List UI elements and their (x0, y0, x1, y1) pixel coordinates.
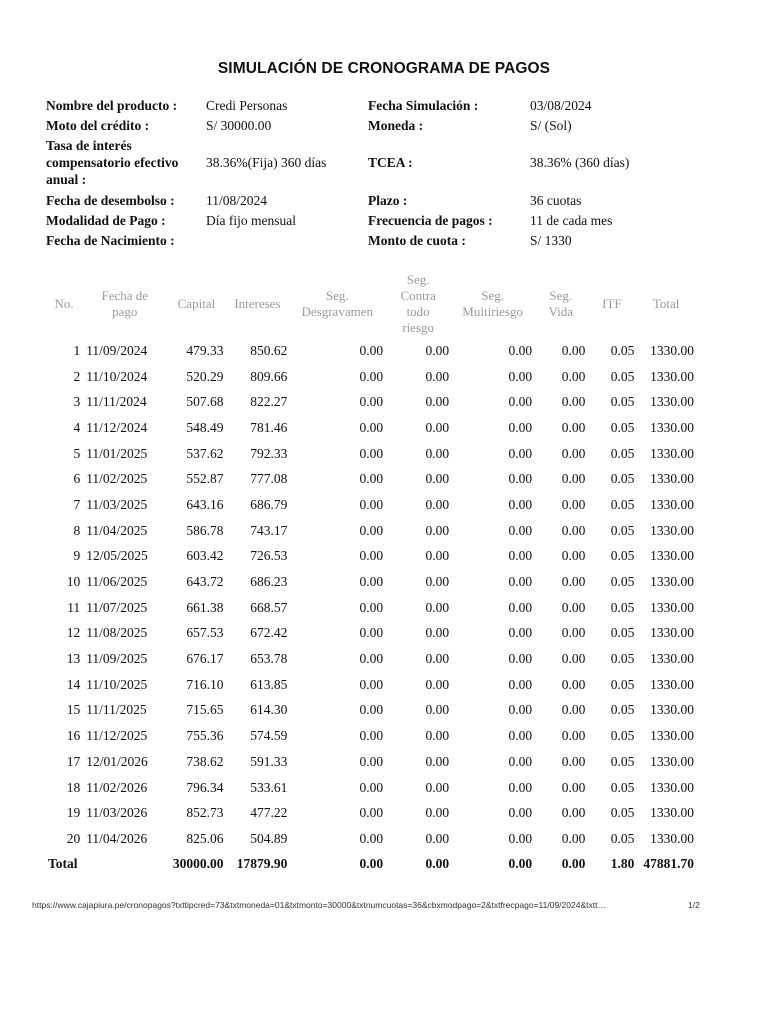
table-row (46, 646, 696, 672)
cell-intereses: 574.59 (250, 728, 288, 744)
cell-multiriesgo: 0.00 (508, 548, 533, 564)
desembolso-label: Fecha de desembolso : (46, 193, 175, 208)
total-itf: 1.80 (610, 855, 635, 871)
cell-total: 1330.00 (650, 625, 694, 641)
cell-capital: 643.72 (186, 574, 224, 590)
header-todo-line-1: Seg. (406, 272, 430, 287)
frecuencia-value: 11 de cada mes (530, 213, 613, 228)
table-row (46, 749, 696, 775)
header-multi-line-1: Seg. (481, 288, 504, 303)
cell-multiriesgo: 0.00 (508, 574, 533, 590)
cell-fecha: 11/10/2024 (86, 368, 148, 384)
tasa-label-line-3: anual : (46, 172, 87, 187)
cell-fecha: 11/09/2024 (86, 342, 148, 358)
cell-desgravamen: 0.00 (359, 830, 384, 846)
cell-itf: 0.05 (610, 471, 635, 487)
cell-fecha: 11/04/2026 (86, 830, 148, 846)
table-row (46, 569, 696, 595)
table-row (46, 492, 696, 518)
cell-multiriesgo: 0.00 (508, 522, 533, 538)
table-row (46, 800, 696, 826)
cell-no: 11 (67, 599, 81, 615)
header-capital-text: Capital (177, 296, 216, 311)
header-todo-line-3: todo (406, 304, 430, 319)
moneda-label: Moneda : (368, 118, 424, 133)
cell-desgravamen: 0.00 (359, 522, 384, 538)
cell-intereses: 533.61 (250, 779, 288, 795)
cell-no: 19 (66, 805, 81, 821)
cell-total: 1330.00 (650, 805, 694, 821)
cell-desgravamen: 0.00 (359, 445, 384, 461)
cell-vida: 0.00 (561, 394, 586, 410)
cell-itf: 0.05 (610, 676, 635, 692)
cell-intereses: 477.22 (250, 805, 288, 821)
cell-intereses: 614.30 (250, 702, 288, 718)
cell-intereses: 668.57 (250, 599, 288, 615)
cell-fecha: 11/04/2025 (86, 522, 148, 538)
total-label: Total (48, 855, 78, 871)
header-fecha-pago (82, 270, 167, 338)
cell-multiriesgo: 0.00 (508, 471, 533, 487)
cell-no: 5 (73, 445, 81, 461)
cell-vida: 0.00 (561, 753, 586, 769)
cell-desgravamen: 0.00 (359, 625, 384, 641)
cell-fecha: 11/11/2024 (86, 394, 147, 410)
cell-multiriesgo: 0.00 (508, 394, 533, 410)
cell-intereses: 686.79 (250, 496, 288, 512)
cell-vida: 0.00 (561, 445, 586, 461)
table-row (46, 338, 696, 364)
cell-no: 2 (73, 368, 81, 384)
cell-todo-riesgo: 0.00 (425, 599, 450, 615)
cell-multiriesgo: 0.00 (508, 676, 533, 692)
table-row (46, 441, 696, 467)
cell-intereses: 809.66 (250, 368, 288, 384)
table-row (46, 389, 696, 415)
cell-intereses: 792.33 (250, 445, 288, 461)
cell-total: 1330.00 (650, 574, 694, 590)
cell-capital: 715.65 (186, 702, 224, 718)
cuota-value: S/ 1330 (530, 233, 572, 248)
cell-intereses: 504.89 (250, 830, 288, 846)
header-todo-line-2: Contra (400, 288, 436, 303)
cell-multiriesgo: 0.00 (508, 830, 533, 846)
cell-no: 3 (73, 394, 81, 410)
monto-label: Moto del crédito : (46, 118, 150, 133)
cell-desgravamen: 0.00 (359, 368, 384, 384)
cell-todo-riesgo: 0.00 (425, 676, 450, 692)
cell-multiriesgo: 0.00 (508, 445, 533, 461)
cell-capital: 716.10 (186, 676, 224, 692)
cell-itf: 0.05 (610, 445, 635, 461)
cell-desgravamen: 0.00 (359, 728, 384, 744)
cell-multiriesgo: 0.00 (508, 805, 533, 821)
cell-intereses: 850.62 (250, 342, 288, 358)
cell-no: 20 (66, 830, 81, 846)
table-row (46, 466, 696, 492)
tcea-value: 38.36% (360 días) (530, 155, 630, 170)
cell-vida: 0.00 (561, 779, 586, 795)
plazo-label: Plazo : (368, 193, 408, 208)
table-row (46, 672, 696, 698)
producto-value: Credi Personas (206, 98, 288, 113)
frecuencia-label: Frecuencia de pagos : (368, 213, 493, 228)
header-itf-text: ITF (602, 296, 622, 311)
cell-desgravamen: 0.00 (359, 779, 384, 795)
cell-fecha: 12/01/2026 (86, 753, 148, 769)
cell-todo-riesgo: 0.00 (425, 805, 450, 821)
cell-multiriesgo: 0.00 (508, 753, 533, 769)
cell-desgravamen: 0.00 (359, 548, 384, 564)
tasa-value: 38.36%(Fija) 360 días (206, 155, 327, 170)
desembolso-value: 11/08/2024 (206, 193, 268, 208)
cell-todo-riesgo: 0.00 (425, 394, 450, 410)
header-total-text: Total (652, 296, 680, 311)
cell-intereses: 653.78 (250, 651, 288, 667)
cell-desgravamen: 0.00 (359, 702, 384, 718)
cell-fecha: 11/10/2025 (86, 676, 148, 692)
cell-vida: 0.00 (561, 496, 586, 512)
modalidad-value: Día fijo mensual (206, 213, 296, 228)
cell-no: 15 (66, 702, 81, 718)
total-intereses: 17879.90 (236, 855, 288, 871)
cell-multiriesgo: 0.00 (508, 702, 533, 718)
cell-todo-riesgo: 0.00 (425, 419, 450, 435)
cell-todo-riesgo: 0.00 (425, 728, 450, 744)
cell-todo-riesgo: 0.00 (425, 522, 450, 538)
cell-desgravamen: 0.00 (359, 419, 384, 435)
cell-vida: 0.00 (561, 728, 586, 744)
moneda-value: S/ (Sol) (530, 118, 572, 133)
tasa-label-line-2: compensatorio efectivo (46, 155, 179, 170)
cell-vida: 0.00 (561, 625, 586, 641)
cell-itf: 0.05 (610, 779, 635, 795)
header-no-text: No. (54, 296, 74, 311)
cell-capital: 657.53 (186, 625, 224, 641)
cell-vida: 0.00 (561, 419, 586, 435)
cell-itf: 0.05 (610, 702, 635, 718)
cell-no: 17 (66, 753, 81, 769)
cell-no: 1 (73, 342, 81, 358)
cell-no: 12 (66, 625, 81, 641)
cell-no: 13 (66, 651, 81, 667)
cell-todo-riesgo: 0.00 (425, 548, 450, 564)
tasa-label-line-1: Tasa de interés (46, 138, 132, 153)
cell-itf: 0.05 (610, 728, 635, 744)
cell-fecha: 11/11/2025 (86, 702, 147, 718)
total-desgravamen: 0.00 (359, 855, 384, 871)
cell-capital: 643.16 (186, 496, 224, 512)
cell-fecha: 11/02/2025 (86, 471, 148, 487)
cell-fecha: 11/08/2025 (86, 625, 148, 641)
header-intereses-text: Intereses (234, 296, 281, 311)
cell-capital: 603.42 (186, 548, 224, 564)
payment-schedule-table (46, 270, 696, 876)
cell-fecha: 11/01/2025 (86, 445, 148, 461)
schedule-body (46, 338, 696, 852)
cell-intereses: 781.46 (250, 419, 288, 435)
cell-vida: 0.00 (561, 805, 586, 821)
header-no (46, 270, 82, 338)
cell-vida: 0.00 (561, 651, 586, 667)
cell-no: 10 (66, 574, 81, 590)
cell-total: 1330.00 (650, 779, 694, 795)
cell-total: 1330.00 (650, 394, 694, 410)
cell-fecha: 11/09/2025 (86, 651, 148, 667)
monto-value: S/ 30000.00 (206, 118, 272, 133)
cell-capital: 852.73 (186, 805, 224, 821)
cell-todo-riesgo: 0.00 (425, 445, 450, 461)
header-desg-line-2: Desgravamen (301, 304, 373, 319)
cell-total: 1330.00 (650, 702, 694, 718)
cell-itf: 0.05 (610, 548, 635, 564)
cell-total: 1330.00 (650, 676, 694, 692)
cell-capital: 825.06 (186, 830, 224, 846)
cell-fecha: 12/05/2025 (86, 548, 148, 564)
cell-total: 1330.00 (650, 445, 694, 461)
cell-fecha: 11/07/2025 (86, 599, 148, 615)
cell-total: 1330.00 (650, 419, 694, 435)
cell-no: 14 (66, 676, 81, 692)
cell-vida: 0.00 (561, 471, 586, 487)
cell-todo-riesgo: 0.00 (425, 496, 450, 512)
total-todo-riesgo: 0.00 (425, 855, 450, 871)
cell-intereses: 726.53 (250, 548, 288, 564)
fecha-simulacion-label: Fecha Simulación : (368, 98, 479, 113)
cell-desgravamen: 0.00 (359, 651, 384, 667)
cell-multiriesgo: 0.00 (508, 496, 533, 512)
header-fecha-line-2: pago (112, 304, 138, 319)
cell-multiriesgo: 0.00 (508, 599, 533, 615)
table-row (46, 415, 696, 441)
cell-itf: 0.05 (610, 522, 635, 538)
header-seg-desgravamen (289, 270, 385, 338)
page-number: 1/2 (688, 900, 700, 910)
cell-total: 1330.00 (650, 522, 694, 538)
cell-total: 1330.00 (650, 342, 694, 358)
cell-todo-riesgo: 0.00 (425, 368, 450, 384)
header-intereses (225, 270, 289, 338)
cell-itf: 0.05 (610, 805, 635, 821)
cell-capital: 552.87 (186, 471, 224, 487)
header-fecha-line-1: Fecha de (101, 288, 149, 303)
modalidad-label: Modalidad de Pago : (46, 213, 166, 228)
cell-todo-riesgo: 0.00 (425, 651, 450, 667)
cell-itf: 0.05 (610, 753, 635, 769)
cell-fecha: 11/12/2025 (86, 728, 148, 744)
cell-vida: 0.00 (561, 342, 586, 358)
cell-total: 1330.00 (650, 753, 694, 769)
cell-intereses: 672.42 (250, 625, 288, 641)
header-vida-line-1: Seg. (549, 288, 573, 303)
cell-capital: 586.78 (186, 522, 224, 538)
footer-url: https://www.cajapiura.pe/cronopagos?txttipcred=73&txtmoneda=01&txtmonto=30000&txtnumcuotas=36&cbxmodpago=2&txtfrecpago=11/09/2024&txtt… (32, 900, 606, 910)
cell-desgravamen: 0.00 (359, 394, 384, 410)
cell-capital: 676.17 (186, 651, 224, 667)
header-multi-line-2: Multiriesgo (462, 304, 523, 319)
cell-fecha: 11/03/2025 (86, 496, 148, 512)
total-total: 47881.70 (643, 855, 694, 871)
cell-itf: 0.05 (610, 651, 635, 667)
cell-capital: 738.62 (186, 753, 224, 769)
cell-vida: 0.00 (561, 574, 586, 590)
page-title: SIMULACIÓN DE CRONOGRAMA DE PAGOS (217, 60, 551, 77)
cell-capital: 479.33 (186, 342, 224, 358)
cuota-label: Monto de cuota : (368, 233, 466, 248)
cell-todo-riesgo: 0.00 (425, 702, 450, 718)
header-total (636, 270, 696, 338)
cell-itf: 0.05 (610, 574, 635, 590)
fecha-simulacion-value: 03/08/2024 (530, 98, 592, 113)
header-seg-todo-riesgo (385, 270, 451, 338)
cell-multiriesgo: 0.00 (508, 651, 533, 667)
header-vida-line-2: Vida (548, 304, 573, 319)
cell-itf: 0.05 (610, 368, 635, 384)
cell-total: 1330.00 (650, 830, 694, 846)
cell-desgravamen: 0.00 (359, 676, 384, 692)
cell-vida: 0.00 (561, 599, 586, 615)
cell-todo-riesgo: 0.00 (425, 753, 450, 769)
cell-fecha: 11/12/2024 (86, 419, 148, 435)
cell-multiriesgo: 0.00 (508, 342, 533, 358)
cell-itf: 0.05 (610, 419, 635, 435)
cell-no: 6 (73, 471, 81, 487)
cell-vida: 0.00 (561, 830, 586, 846)
cell-todo-riesgo: 0.00 (425, 625, 450, 641)
cell-total: 1330.00 (650, 651, 694, 667)
total-vida: 0.00 (561, 855, 586, 871)
cell-multiriesgo: 0.00 (508, 419, 533, 435)
cell-fecha: 11/02/2026 (86, 779, 148, 795)
header-todo-line-4: riesgo (402, 320, 435, 335)
cell-multiriesgo: 0.00 (508, 779, 533, 795)
table-row (46, 364, 696, 390)
cell-capital: 537.62 (186, 445, 224, 461)
cell-intereses: 743.17 (250, 522, 288, 538)
cell-multiriesgo: 0.00 (508, 728, 533, 744)
cell-capital: 796.34 (186, 779, 224, 795)
producto-label: Nombre del producto : (46, 98, 178, 113)
cell-intereses: 686.23 (250, 574, 288, 590)
table-row (46, 621, 696, 647)
cell-no: 9 (73, 548, 81, 564)
cell-no: 7 (73, 496, 81, 512)
cell-capital: 520.29 (186, 368, 224, 384)
cell-vida: 0.00 (561, 676, 586, 692)
cell-no: 16 (66, 728, 81, 744)
cell-intereses: 591.33 (250, 753, 288, 769)
table-row (46, 544, 696, 570)
table-row (46, 518, 696, 544)
header-desg-line-1: Seg. (325, 288, 349, 303)
cell-itf: 0.05 (610, 342, 635, 358)
cell-desgravamen: 0.00 (359, 471, 384, 487)
tcea-label: TCEA : (368, 155, 413, 170)
cell-itf: 0.05 (610, 394, 635, 410)
cell-todo-riesgo: 0.00 (425, 471, 450, 487)
cell-intereses: 822.27 (250, 394, 288, 410)
cell-desgravamen: 0.00 (359, 805, 384, 821)
cell-multiriesgo: 0.00 (508, 368, 533, 384)
cell-desgravamen: 0.00 (359, 753, 384, 769)
cell-desgravamen: 0.00 (359, 342, 384, 358)
cell-todo-riesgo: 0.00 (425, 574, 450, 590)
cell-no: 4 (73, 419, 81, 435)
table-header-row (46, 270, 696, 338)
cell-desgravamen: 0.00 (359, 574, 384, 590)
table-row (46, 723, 696, 749)
cell-capital: 507.68 (186, 394, 224, 410)
table-row (46, 775, 696, 801)
cell-vida: 0.00 (561, 522, 586, 538)
cell-no: 8 (73, 522, 81, 538)
cell-itf: 0.05 (610, 625, 635, 641)
cell-vida: 0.00 (561, 368, 586, 384)
cell-capital: 755.36 (186, 728, 224, 744)
cell-total: 1330.00 (650, 728, 694, 744)
cell-total: 1330.00 (650, 368, 694, 384)
header-itf (587, 270, 636, 338)
cell-itf: 0.05 (610, 599, 635, 615)
table-row (46, 826, 696, 852)
cell-total: 1330.00 (650, 548, 694, 564)
cell-desgravamen: 0.00 (359, 496, 384, 512)
cell-itf: 0.05 (610, 830, 635, 846)
cell-capital: 548.49 (186, 419, 224, 435)
cell-itf: 0.05 (610, 496, 635, 512)
cell-multiriesgo: 0.00 (508, 625, 533, 641)
cell-vida: 0.00 (561, 548, 586, 564)
cell-fecha: 11/06/2025 (86, 574, 148, 590)
header-seg-multiriesgo (451, 270, 534, 338)
plazo-value: 36 cuotas (530, 193, 582, 208)
cell-total: 1330.00 (650, 471, 694, 487)
cell-capital: 661.38 (186, 599, 224, 615)
cell-fecha: 11/03/2026 (86, 805, 148, 821)
table-total-row (46, 852, 696, 876)
header-seg-vida (534, 270, 587, 338)
cell-total: 1330.00 (650, 599, 694, 615)
total-capital: 30000.00 (172, 855, 224, 871)
table-row (46, 595, 696, 621)
cell-desgravamen: 0.00 (359, 599, 384, 615)
cell-intereses: 777.08 (250, 471, 288, 487)
cell-no: 18 (66, 779, 81, 795)
cell-total: 1330.00 (650, 496, 694, 512)
nacimiento-label: Fecha de Nacimiento : (46, 233, 175, 248)
total-multiriesgo: 0.00 (508, 855, 533, 871)
cell-vida: 0.00 (561, 702, 586, 718)
header-capital (167, 270, 225, 338)
cell-intereses: 613.85 (250, 676, 288, 692)
cell-todo-riesgo: 0.00 (425, 830, 450, 846)
cell-todo-riesgo: 0.00 (425, 779, 450, 795)
table-row (46, 698, 696, 724)
cell-todo-riesgo: 0.00 (425, 342, 450, 358)
